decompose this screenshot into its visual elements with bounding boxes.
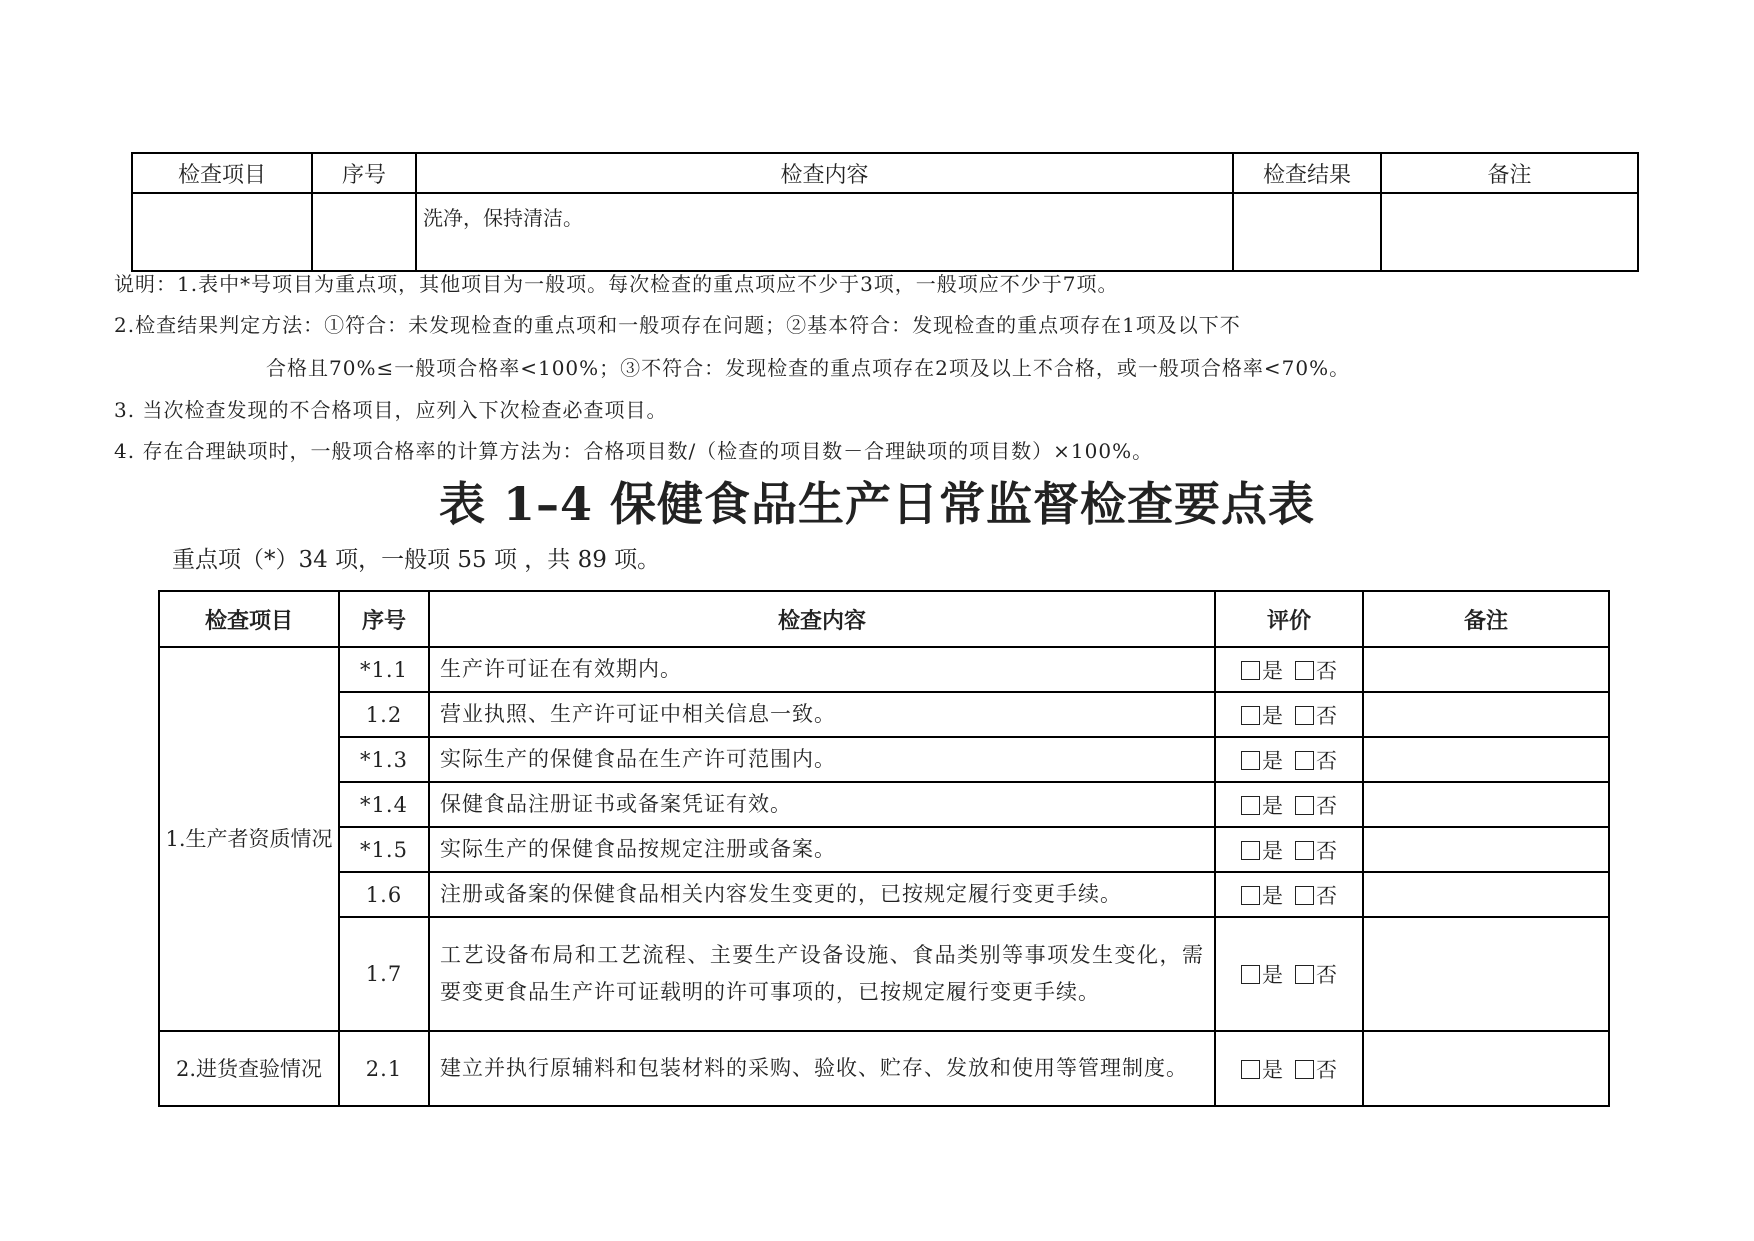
table-row [159, 692, 1609, 737]
evaluation-option-no[interactable] [1295, 1058, 1337, 1082]
header-inspection-result: 检查结果 [1233, 153, 1381, 193]
evaluation-option-label: 是 [1262, 838, 1283, 863]
checkbox-icon[interactable] [1295, 661, 1314, 680]
evaluation-option-label: 是 [1262, 1057, 1283, 1082]
evaluation-option-label: 是 [1262, 703, 1283, 728]
evaluation-cell [1215, 782, 1363, 827]
note-line-2a: 2.检查结果判定方法：①符合：未发现检查的重点项和一般项存在问题；②基本符合：发现检查的重点项存在1项及以下不 [114, 313, 1241, 337]
evaluation-option-label: 否 [1316, 838, 1337, 863]
evaluation-cell [1215, 917, 1363, 1031]
evaluation-cell [1215, 1031, 1363, 1106]
cell-item [132, 193, 312, 271]
checkbox-icon[interactable] [1241, 1060, 1260, 1079]
note-line-4: 4. 存在合理缺项时，一般项合格率的计算方法为：合格项目数/（检查的项目数－合理缺项的项目数）×100%。 [114, 439, 1154, 463]
checkbox-icon[interactable] [1241, 661, 1260, 680]
remarks-cell[interactable] [1363, 872, 1609, 917]
sequence-cell: *1.4 [339, 782, 429, 827]
checkbox-icon[interactable] [1295, 886, 1314, 905]
evaluation-option-yes[interactable] [1241, 794, 1283, 818]
checkbox-icon[interactable] [1241, 841, 1260, 860]
evaluation-option-label: 是 [1262, 658, 1283, 683]
evaluation-option-label: 否 [1316, 1057, 1337, 1082]
evaluation-option-yes[interactable] [1241, 963, 1283, 987]
evaluation-option-no[interactable] [1295, 704, 1337, 728]
content-cell: 实际生产的保健食品按规定注册或备案。 [429, 827, 1215, 872]
checkbox-icon[interactable] [1295, 965, 1314, 984]
table-row [159, 647, 1609, 692]
remarks-cell[interactable] [1363, 647, 1609, 692]
header-evaluation: 评价 [1215, 591, 1363, 647]
checkbox-icon[interactable] [1295, 841, 1314, 860]
evaluation-option-no[interactable] [1295, 659, 1337, 683]
evaluation-option-label: 否 [1316, 658, 1337, 683]
checkbox-icon[interactable] [1295, 706, 1314, 725]
evaluation-option-label: 是 [1262, 963, 1283, 987]
table-row [159, 872, 1609, 917]
remarks-cell[interactable] [1363, 917, 1609, 1031]
header-inspection-content: 检查内容 [416, 153, 1233, 193]
cell-seq [312, 193, 416, 271]
evaluation-option-no[interactable] [1295, 963, 1337, 987]
content-cell: 保健食品注册证书或备案凭证有效。 [429, 782, 1215, 827]
document-title: 表 1–4 保健食品生产日常监督检查要点表 [438, 477, 1316, 531]
evaluation-option-yes[interactable] [1241, 749, 1283, 773]
evaluation-option-yes[interactable] [1241, 884, 1283, 908]
evaluation-option-label: 否 [1316, 793, 1337, 818]
evaluation-option-label: 是 [1262, 883, 1283, 908]
remarks-cell[interactable] [1363, 1031, 1609, 1106]
header-inspection-item: 检查项目 [132, 153, 312, 193]
checkbox-icon[interactable] [1295, 1060, 1314, 1079]
checkbox-icon[interactable] [1241, 796, 1260, 815]
sequence-cell: *1.3 [339, 737, 429, 782]
evaluation-cell [1215, 827, 1363, 872]
evaluation-cell [1215, 737, 1363, 782]
sequence-cell: 1.6 [339, 872, 429, 917]
item-count-summary: 重点项（*）34 项，一般项 55 项 ，共 89 项。 [172, 547, 661, 573]
cell-content: 洗净，保持清洁。 [416, 193, 1233, 271]
evaluation-option-no[interactable] [1295, 839, 1337, 863]
evaluation-cell [1215, 872, 1363, 917]
table-row [159, 1031, 1609, 1106]
evaluation-option-no[interactable] [1295, 794, 1337, 818]
checkbox-icon[interactable] [1241, 886, 1260, 905]
header-sequence: 序号 [339, 591, 429, 647]
remarks-cell[interactable] [1363, 827, 1609, 872]
sequence-cell: *1.1 [339, 647, 429, 692]
cell-remarks[interactable] [1381, 193, 1638, 271]
checkbox-icon[interactable] [1241, 751, 1260, 770]
header-remarks: 备注 [1381, 153, 1638, 193]
table-header-row [132, 153, 1638, 193]
sequence-cell: 2.1 [339, 1031, 429, 1106]
evaluation-option-yes[interactable] [1241, 1058, 1283, 1082]
content-cell: 生产许可证在有效期内。 [429, 647, 1215, 692]
continued-inspection-table [131, 152, 1639, 272]
content-cell: 实际生产的保健食品在生产许可范围内。 [429, 737, 1215, 782]
checkbox-icon[interactable] [1241, 706, 1260, 725]
content-cell: 工艺设备布局和工艺流程、主要生产设备设施、食品类别等事项发生变化，需要变更食品生产许可证载明的许可事项的，已按规定履行变更手续。 [429, 917, 1215, 1031]
category-cell: 1.生产者资质情况 [159, 647, 339, 1031]
evaluation-option-no[interactable] [1295, 884, 1337, 908]
sequence-cell: 1.7 [339, 917, 429, 1031]
table-row [132, 193, 1638, 271]
checkbox-icon[interactable] [1295, 751, 1314, 770]
evaluation-cell [1215, 647, 1363, 692]
evaluation-option-label: 是 [1262, 793, 1283, 818]
sequence-cell: 1.2 [339, 692, 429, 737]
sequence-cell: *1.5 [339, 827, 429, 872]
header-inspection-item: 检查项目 [159, 591, 339, 647]
content-cell: 注册或备案的保健食品相关内容发生变更的，已按规定履行变更手续。 [429, 872, 1215, 917]
table-row [159, 782, 1609, 827]
note-line-3: 3. 当次检查发现的不合格项目，应列入下次检查必查项目。 [114, 398, 668, 422]
evaluation-option-label: 否 [1316, 963, 1337, 987]
content-cell: 营业执照、生产许可证中相关信息一致。 [429, 692, 1215, 737]
evaluation-option-label: 否 [1316, 748, 1337, 773]
evaluation-option-yes[interactable] [1241, 839, 1283, 863]
checkbox-icon[interactable] [1295, 796, 1314, 815]
note-line-2b: 合格且70%≤一般项合格率<100%；③不符合：发现检查的重点项存在2项及以上不合格，或一般项合格率<70%。 [266, 356, 1351, 380]
evaluation-option-no[interactable] [1295, 749, 1337, 773]
inspection-checklist-table [158, 590, 1610, 1107]
remarks-cell[interactable] [1363, 737, 1609, 782]
evaluation-cell [1215, 692, 1363, 737]
remarks-cell[interactable] [1363, 782, 1609, 827]
evaluation-option-label: 是 [1262, 748, 1283, 773]
evaluation-option-label: 否 [1316, 883, 1337, 908]
header-remarks: 备注 [1363, 591, 1609, 647]
header-inspection-content: 检查内容 [429, 591, 1215, 647]
header-sequence: 序号 [312, 153, 416, 193]
evaluation-option-label: 否 [1316, 703, 1337, 728]
table-row [159, 737, 1609, 782]
table-row [159, 917, 1609, 1031]
table-row [159, 827, 1609, 872]
table-header-row [159, 591, 1609, 647]
evaluation-option-yes[interactable] [1241, 704, 1283, 728]
evaluation-option-yes[interactable] [1241, 659, 1283, 683]
remarks-cell[interactable] [1363, 692, 1609, 737]
cell-result[interactable] [1233, 193, 1381, 271]
content-cell: 建立并执行原辅料和包装材料的采购、验收、贮存、发放和使用等管理制度。 [429, 1031, 1215, 1106]
category-cell: 2.进货查验情况 [159, 1031, 339, 1106]
checkbox-icon[interactable] [1241, 965, 1260, 984]
note-line-1: 说明：1.表中*号项目为重点项，其他项目为一般项。每次检查的重点项应不少于3项，一般项应不少于7项。 [114, 272, 1119, 296]
